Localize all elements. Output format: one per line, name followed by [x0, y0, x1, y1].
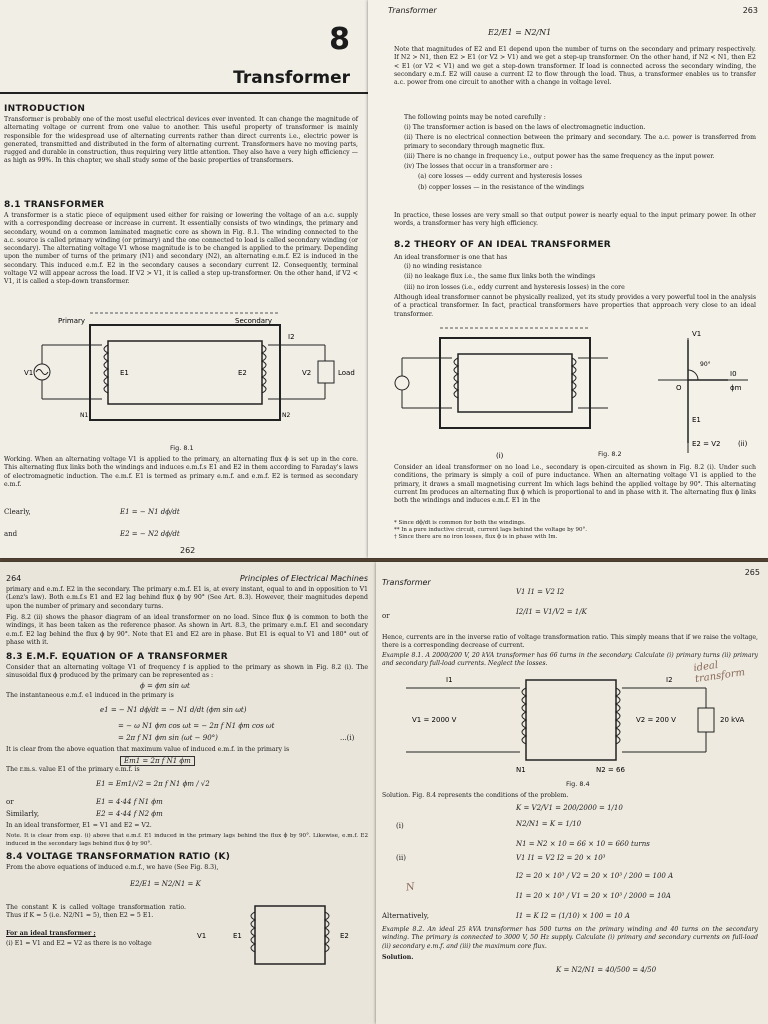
fig-8-4-diagram — [386, 670, 756, 776]
footnote-2: ** In a pure inductive circuit, current lags behind the voltage by 90°. — [394, 527, 587, 533]
part-ii-label: (ii) — [396, 854, 406, 862]
phasor-v1: V1 — [692, 330, 702, 338]
eq-n2n1: N2/N1 = K = 1/10 — [516, 820, 582, 828]
fig81-primary-label: Primary — [58, 317, 86, 325]
fig82-sub-i: (i) — [496, 452, 504, 460]
eq-n1: N1 = N2 × 10 = 66 × 10 = 660 turns — [516, 840, 650, 848]
page-number-265: 265 — [744, 568, 760, 577]
section-82-heading: 8.2 THEORY OF AN IDEAL TRANSFORMER — [394, 240, 612, 250]
eq-i2i1: I2/I1 = V1/V2 = 1/K — [516, 608, 587, 616]
eq-e1final: E1 = 4·44 f N1 ϕm — [96, 798, 163, 806]
fig84-n2: N2 = 66 — [596, 766, 625, 774]
eq-e2: E2 = − N2 dϕ/dt — [120, 530, 180, 538]
p264-text6: In an ideal transformer, E1 = V1 and E2 = V2. — [6, 822, 152, 829]
handwritten-note: ideal transform — [692, 659, 746, 686]
fig81-e1-label: E1 — [120, 369, 129, 377]
ideal-point-iii: (iii) no iron losses (i.e., eddy current and hysteresis losses) in the core — [404, 283, 625, 291]
fig-8-3-diagram — [195, 898, 365, 968]
p263-text2: In practice, these losses are very small so that output power is nearly equal to the input primary power. In other words, a transformer has very high efficiency. — [394, 212, 756, 228]
fig-8-2-diagram — [388, 318, 758, 468]
eq-e1c: = 2π f N1 ϕm sin (ωt − 90°) — [118, 734, 218, 742]
ideal-point-i: (i) no winding resistance — [404, 263, 482, 270]
fig81-n2-label: N2 — [282, 412, 291, 419]
solution2-label: Solution. — [382, 954, 414, 961]
page-262 — [0, 0, 368, 558]
section-83-heading: 8.3 E.M.F. EQUATION OF A TRANSFORMER — [6, 652, 228, 662]
or-label-265: or — [382, 612, 390, 620]
section-84-heading: 8.4 VOLTAGE TRANSFORMATION RATIO (K) — [6, 852, 231, 862]
intro-text: Transformer is probably one of the most useful electrical devices ever invented. It can change the magnitude of alternating voltage or current from one value to another. This useful property of transformer is mainly responsible for the widespread use of alternating currents rather than direct currents i.e., electric power is generated, transmitted and distributed in the form of alternating current. Transformers have no moving parts, rugged and durable in construction, thus requiring very little attention. They also have a very high efficiency — as high as 99%. In this chapter, we shall study some of the basic properties of transformers. — [4, 116, 358, 165]
point-a: (a) core losses — eddy current and hysteresis losses — [418, 173, 582, 181]
phasor-e2v2: E2 = V2 — [692, 440, 721, 448]
point-i: (i) The transformer action is based on the laws of electromagnetic induction. — [404, 124, 646, 131]
fig81-load-label: Load — [338, 369, 355, 377]
chapter-number: 8 — [329, 22, 350, 57]
p264-text1: primary and e.m.f. E2 in the secondary. The primary e.m.f. E1 is, at every instant, equal to and in opposition to V1 (Lenz's law). Both e.m.f.s E1 and E2 lag behind flux ϕ by 90° (See Art. 8.3). However, their magnitudes depend upon the number of primary and secondary turns. — [6, 586, 368, 610]
eq-e1a: e1 = − N1 dϕ/dt = − N1 d/dt (ϕm sin ωt) — [100, 706, 247, 714]
fig84-i2: I2 — [666, 676, 673, 684]
section-81-heading: 8.1 TRANSFORMER — [4, 200, 105, 210]
running-head-263: Transformer — [388, 6, 437, 15]
fig-8-1-diagram — [20, 305, 360, 435]
eq-k-265: K = V2/V1 = 200/2000 = 1/10 — [516, 804, 623, 812]
phasor-i0: I0 — [730, 370, 737, 378]
page-number-264: 264 — [6, 574, 22, 583]
fig81-secondary-label: Secondary — [235, 317, 273, 325]
page-263 — [368, 0, 768, 558]
eq-k-264: E2/E1 = N2/N1 = K — [130, 880, 201, 888]
ratio-eq: E2/E1 = N2/N1 — [488, 28, 552, 37]
page-number-262: 262 — [180, 546, 196, 555]
p264-text4: The instantaneous e.m.f. e1 induced in the primary is — [6, 692, 174, 699]
footnote-3: † Since there are no iron losses, flux ϕ is in phase with Im. — [394, 534, 558, 540]
section-81-text: A transformer is a static piece of equipment used either for raising or lowering the voltage of an a.c. supply with a corresponding decrease or increase in current. It essentially consists of two windings, the primary and secondary, wound on a common laminated magnetic core as shown in Fig. 8.1. The winding connected to the a.c. source is called primary winding (or primary) and the one connected to load is called secondary winding (or secondary). The alternating voltage V1 whose magnitude is to be changed is applied to the primary. Depending upon the number of turns of the primary (N1) and secondary (N2), an alternating e.m.f. E2 is induced in the secondary. This induced e.m.f. E2 in the secondary causes a secondary current I2. Consequently, terminal voltage V2 will appear across the load. If V2 > V1, it is called a step up-transformer. On the other hand, if V2 < V1, it is called a step-down transformer. — [4, 212, 358, 286]
p263-text4: Consider an ideal transformer on no load i.e., secondary is open-circuited as shown in Fig. 8.2 (i). Under such conditions, the primary is simply a coil of pure inductance. When an alternating voltage V1 is applied to the primary, it draws a small magnetising current Im which lags behind the applied voltage by 90°. This alternating current Im produces an alternating flux ϕ which is proportional to and in phase with it. The alternating flux ϕ links both the windings and induces e.m.f. E1 in the — [394, 464, 756, 505]
part-i-label: (i) — [396, 822, 404, 830]
chapter-title: Transformer — [233, 68, 350, 88]
similarly-label: Similarly, — [6, 810, 40, 818]
fig83-v1: V1 — [197, 932, 207, 940]
ideal-point-ii: (ii) no leakage flux i.e., the same flux links both the windings — [404, 273, 596, 281]
fig81-v1-label: V1 — [24, 369, 34, 377]
and-label: and — [4, 530, 18, 538]
fig84-v2: V2 = 200 V — [636, 716, 676, 724]
running-head-264: Principles of Electrical Machines — [239, 574, 368, 583]
footnote-1: * Since dϕ/dt is common for both the windings. — [394, 520, 526, 526]
phasor-phi: ϕm — [730, 384, 742, 392]
rms-text: The r.m.s. value E1 of the primary e.m.f. is — [6, 766, 140, 773]
working-text: Working. When an alternating voltage V1 is applied to the primary, an alternating flux ϕ is set up in the core. This alternating flux links both the windings and induces e.m.f.s E1 and E2 in them according to Faraday's laws of electromagnetic induction. The e.m.f. E1 is termed as primary e.m.f. and e.m.f. E2 is termed as secondary e.m.f. — [4, 456, 358, 488]
fig-8-2-caption: Fig. 8.2 — [598, 450, 622, 458]
points-intro: The following points may be noted carefully : — [404, 114, 546, 121]
p264-text5: It is clear from the above equation that maximum value of induced e.m.f. in the primary is — [6, 746, 290, 753]
example-8-2: Example 8.2. An ideal 25 kVA transformer has 500 turns on the primary winding and 40 turns on the secondary winding. The primary is connected to 3000 V, 50 Hz supply. Calculate (i) primary and secondary currents on full-load (ii) secondary e.m.f. and (iii) the maximum core flux. — [382, 926, 758, 950]
point-ii: (ii) There is no electrical connection between the primary and secondary. The a.c. power is transferred from primary to secondary through magnetic flux. — [404, 134, 756, 150]
eq-em1: Em1 = 2π f N1 ϕm — [120, 756, 195, 766]
eq-alt: I1 = K I2 = (1/10) × 100 = 10 A — [516, 912, 630, 920]
page-number-263: 263 — [742, 6, 758, 15]
eq-e1rms: E1 = Em1/√2 = 2π f N1 ϕm / √2 — [96, 780, 210, 788]
footnotes — [394, 520, 756, 541]
point-iii: (iii) There is no change in frequency i.e., output power has the same frequency as the input power. — [404, 152, 715, 160]
fig81-v2-label: V2 — [302, 369, 312, 377]
fig-8-1-caption: Fig. 8.1 — [170, 444, 194, 452]
ideal-line: (i) E1 = V1 and E2 = V2 as there is no voltage — [6, 940, 152, 947]
p264-text3: Consider that an alternating voltage V1 of frequency f is applied to the primary as shown in Fig. 8.2 (i). The sinusoidal flux ϕ produced by the primary can be represented as : — [6, 664, 368, 680]
point-b: (b) copper losses — in the resistance of the windings — [418, 183, 585, 191]
phasor-angle: 90° — [700, 361, 711, 368]
fig-8-4-caption: Fig. 8.4 — [566, 780, 590, 788]
p265-text1: Hence, currents are in the inverse ratio of voltage transformation ratio. This simply means that if we raise the voltage, there is a corresponding decrease of current. — [382, 634, 758, 650]
fig84-v1: V1 = 2000 V — [412, 716, 457, 724]
ideal-heading: For an ideal transformer ; — [6, 930, 96, 937]
fig81-n1-label: N1 — [80, 412, 89, 419]
eq-e2final: E2 = 4·44 f N2 ϕm — [96, 810, 163, 818]
p263-text3: Although ideal transformer cannot be physically realized, yet its study provides a very powerful tool in the analysis of a practical transformer. In fact, practical transformers have properties that approach very close to an ideal transformer. — [394, 294, 756, 318]
intro-heading: INTRODUCTION — [4, 104, 86, 114]
or-label-264: or — [6, 798, 14, 806]
p263-text1: Note that magnitudes of E2 and E1 depend upon the number of turns on the secondary and primary respectively. If N2 > N1, then E2 > E1 (or V2 > V1) and we get a step-up transformer. On the other hand, if N2 < N1, then E2 < E1 (or V2 < V1) and we get a step-down transformer. If load is connected across the secondary winding, the secondary e.m.f. E2 will cause a current I2 to flow through the load. Thus, a transformer enables us to transfer a.c. power from one circuit to another with a change in voltage level. — [394, 46, 756, 87]
phasor-origin: O — [676, 384, 682, 392]
fig81-e2-label: E2 — [238, 369, 247, 377]
title-rule — [0, 92, 368, 94]
points-list — [404, 124, 756, 194]
ideal-points — [404, 263, 756, 294]
eq-e1: E1 = − N1 dϕ/dt — [120, 508, 180, 516]
p264-text8: The constant K is called voltage transformation ratio. Thus if K = 5 (i.e. N2/N1 = 5), then E2 = 5 E1. — [6, 904, 186, 920]
page-264 — [0, 562, 376, 1024]
point-iv: (iv) The losses that occur in a transformer are : — [404, 163, 553, 171]
phasor-e1: E1 — [692, 416, 701, 424]
eq-vi-full: V1 I1 = V2 I2 = 20 × 10³ — [516, 854, 606, 862]
solution-text: Solution. Fig. 8.4 represents the conditions of the problem. — [382, 792, 569, 799]
eq-k2: K = N2/N1 = 40/500 = 4/50 — [556, 966, 657, 974]
p264-text2: Fig. 8.2 (ii) shows the phasor diagram of an ideal transformer on no load. Since flux ϕ is common to both the windings, it has been taken as the reference phasor. As shown in Art. 8.3, the primary e.m.f. E1 and secondary e.m.f. E2 lag behind the flux ϕ by 90°. Note that E1 and E2 are in phase. But E1 is equal to V1 and 180° out of phase with it. — [6, 614, 368, 646]
fig81-i2-label: I2 — [288, 333, 295, 341]
eq-phi: ϕ = ϕm sin ωt — [140, 682, 190, 690]
eq-i1: I1 = 20 × 10³ / V1 = 20 × 10³ / 2000 = 10A — [516, 892, 671, 900]
running-head-265: Transformer — [382, 578, 431, 587]
fig84-kva: 20 kVA — [720, 716, 745, 724]
fig82-sub-ii: (ii) — [738, 440, 748, 448]
fig84-n1: N1 — [516, 766, 526, 774]
page-265 — [376, 562, 768, 1024]
eq-i2: I2 = 20 × 10³ / V2 = 20 × 10³ / 200 = 100 A — [516, 872, 674, 880]
clearly-label: Clearly, — [4, 508, 31, 516]
eq-number: ...(i) — [340, 734, 355, 742]
p264-note: Note. It is clear from exp. (i) above that e.m.f. E1 induced in the primary lags behind the flux ϕ by 90°. Likewise, e.m.f. E2 induced in the secondary lags behind flux ϕ by 90°. — [6, 833, 368, 848]
fig83-e2: E2 — [340, 932, 349, 940]
handwritten-mark: N — [405, 881, 416, 894]
fig83-e1: E1 — [233, 932, 242, 940]
ideal-intro: An ideal transformer is one that has — [394, 254, 508, 261]
alternatively-label: Alternatively, — [382, 912, 429, 920]
example-8-1: Example 8.1. A 2000/200 V, 20 kVA transformer has 66 turns in the secondary. Calculate (i) primary turns (ii) primary and secondary full-load currents. Neglect the losses. — [382, 652, 758, 668]
fig84-i1: I1 — [446, 676, 453, 684]
eq-vi-265: V1 I1 = V2 I2 — [516, 588, 565, 596]
eq-e1b: = − ω N1 ϕm cos ωt = − 2π f N1 ϕm cos ωt — [118, 722, 275, 730]
p264-text7: From the above equations of induced e.m.f., we have (See Fig. 8.3), — [6, 864, 219, 871]
